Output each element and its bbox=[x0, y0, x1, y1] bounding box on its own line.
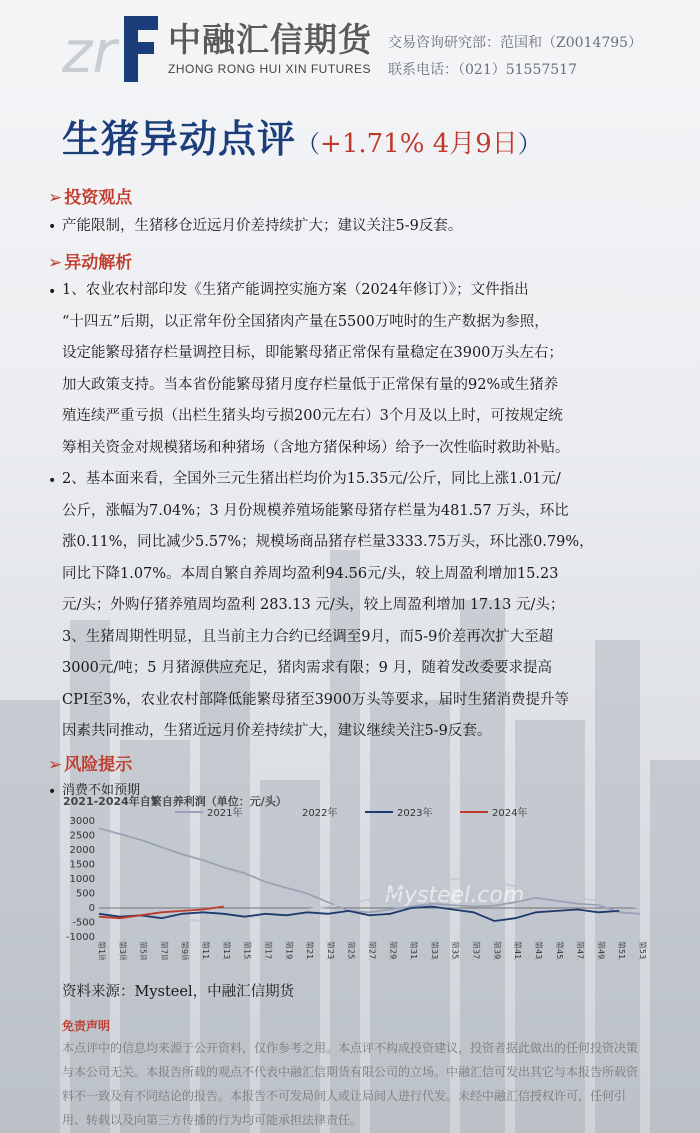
section-analysis-heading bbox=[48, 248, 132, 273]
disclaimer-title: 免责声明 bbox=[62, 1019, 111, 1033]
x-tick-label: 第13周 bbox=[221, 941, 231, 960]
x-tick-label: 第1周 bbox=[97, 941, 106, 960]
analysis-p2-line: CPI至3%，农业农村部降低能繁母猪至3900万头等要求，届时生猪消费提升等 bbox=[62, 691, 569, 708]
analysis-p2-line: 3000元/吨；5 月猪源供应充足，猪肉需求有限；9 月，随着发改委要求提高 bbox=[62, 660, 552, 676]
bullet-dot: • bbox=[48, 784, 57, 800]
x-tick-label: 第23周 bbox=[325, 941, 335, 960]
svg-text:zr: zr bbox=[62, 18, 117, 82]
x-tick-label: 第29周 bbox=[388, 941, 398, 960]
x-tick-label: 第51周 bbox=[617, 941, 627, 960]
x-tick-label: 第27周 bbox=[367, 941, 377, 960]
analysis-p2-line: 同比下降1.07%。本周自繁自养周均盈利94.56元/头，较上周盈利增加15.23 bbox=[62, 565, 559, 582]
chevron-right-icon: ➢ bbox=[48, 755, 63, 775]
title-paren-close: ） bbox=[517, 130, 542, 158]
chart-title: 2021-2024年自繁自养利润（单位：元/头） bbox=[63, 795, 287, 808]
contact-line-1: 交易咨询研究部：范国和（Z0014795） bbox=[388, 35, 643, 51]
legend-label: 2023年 bbox=[397, 808, 433, 819]
contact-info bbox=[388, 30, 642, 84]
x-tick-label: 第11周 bbox=[201, 941, 211, 960]
x-tick-label: 第31周 bbox=[409, 941, 419, 960]
series-line-2021年 bbox=[99, 828, 640, 914]
chart-svg bbox=[55, 795, 655, 960]
x-tick-label: 第35周 bbox=[450, 941, 460, 960]
y-tick-label: 3000 bbox=[69, 816, 95, 827]
y-tick-label: 1500 bbox=[69, 859, 95, 871]
section-analysis-title: 异动解析 bbox=[64, 253, 133, 273]
y-tick-label: 2000 bbox=[69, 845, 95, 856]
section-risk-title: 风险提示 bbox=[64, 755, 133, 775]
bullet-dot: • bbox=[48, 219, 57, 235]
x-tick-label: 第39周 bbox=[492, 941, 502, 960]
x-tick-label: 第37周 bbox=[471, 941, 481, 960]
legend-label: 2021年 bbox=[207, 808, 243, 819]
x-tick-label: 第19周 bbox=[284, 941, 294, 960]
bullet-dot: • bbox=[48, 284, 57, 300]
x-tick-label: 第21周 bbox=[305, 941, 315, 960]
company-name-en: ZHONG RONG HUI XIN FUTURES bbox=[168, 62, 372, 76]
section-view-heading bbox=[48, 183, 132, 208]
title-commodity: 生猪 bbox=[62, 116, 141, 161]
data-source: 资料来源：Mysteel，中融汇信期货 bbox=[62, 984, 295, 1000]
y-tick-label: 2500 bbox=[69, 830, 95, 842]
x-tick-label: 第53周 bbox=[638, 941, 647, 960]
report-title bbox=[62, 108, 542, 163]
chart-watermark: Mysteel.com bbox=[385, 883, 525, 909]
title-change: +1.71% bbox=[320, 129, 425, 159]
analysis-p2-line: 公斤，涨幅为7.04%；3 月份规模养殖场能繁母猪存栏量为481.57 万头，环比 bbox=[62, 502, 569, 519]
title-topic: 异动点评 bbox=[140, 116, 297, 161]
y-tick-label: 0 bbox=[88, 903, 95, 914]
section-risk-heading bbox=[48, 750, 132, 775]
y-tick-label: 500 bbox=[75, 888, 95, 900]
analysis-p1-line: 殖连续严重亏损（出栏生猪头均亏损200元左右）3个月及以上时，可按规定统 bbox=[62, 408, 563, 424]
bullet-dot: • bbox=[48, 473, 57, 489]
legend-label: 2022年 bbox=[302, 808, 338, 819]
title-paren-open: （ bbox=[296, 130, 321, 158]
contact-line-2: 联系电话：（021）51557517 bbox=[388, 62, 577, 78]
x-tick-label: 第9周 bbox=[180, 941, 190, 960]
analysis-p2-line: 涨0.11%，同比减少5.57%；规模场商品猪存栏量3333.75万头，环比涨0.79%， bbox=[62, 534, 594, 550]
company-name-cn: 中融汇信期货 bbox=[168, 20, 372, 59]
view-text: 产能限制，生猪移仓近远月价差持续扩大；建议关注5-9反套。 bbox=[62, 218, 463, 234]
analysis-p1-line: 筹相关资金对规模猪场和种猪场（含地方猪保种场）给予一次性临时救助补贴。 bbox=[62, 439, 570, 456]
header bbox=[0, 0, 700, 100]
chevron-right-icon: ➢ bbox=[48, 188, 63, 208]
analysis-p2-line: 3、生猪周期性明显，且当前主力合约已经调至9月，而5-9价差再次扩大至超 bbox=[62, 628, 554, 645]
x-tick-label: 第33周 bbox=[429, 941, 439, 960]
x-tick-label: 第17周 bbox=[263, 941, 273, 960]
company-logo bbox=[62, 12, 162, 82]
x-tick-label: 第43周 bbox=[533, 941, 543, 960]
x-tick-label: 第47周 bbox=[575, 941, 585, 960]
analysis-p2-line: 2、基本面来看，全国外三元生猪出栏均价为15.35元/公斤，同比上涨1.01元/ bbox=[62, 471, 561, 487]
x-tick-label: 第5周 bbox=[138, 941, 148, 960]
title-date: 4月9日 bbox=[424, 129, 518, 159]
y-tick-label: -500 bbox=[72, 917, 95, 929]
y-tick-label: 1000 bbox=[69, 874, 95, 885]
x-tick-label: 第45周 bbox=[554, 941, 564, 960]
analysis-p2-line: 因素共同推动，生猪近远月价差持续扩大，建议继续关注5-9反套。 bbox=[62, 723, 492, 739]
x-tick-label: 第49周 bbox=[596, 941, 606, 960]
risk-text: 消费不如预期 bbox=[62, 783, 141, 798]
analysis-p1-line: “十四五”后期，以正常年份全国猪肉产量在5500万吨时的生产数据为参照， bbox=[62, 313, 549, 330]
chevron-right-icon: ➢ bbox=[48, 253, 63, 273]
y-tick-label: -1000 bbox=[65, 932, 95, 943]
disclaimer-text: 本点评中的信息均来源于公开资料，仅作参考之用。本点评不构成投资建议，投资者据此做出的任何投资决策与本公司无关。本报告所载的观点不代表中融汇信期货有限公司的立场。中融汇信可发出其它与本报告所载资料不一致及有不同结论的报告。本报告不可发局间人或让局间人进行代发。未经中融汇信授权许可，任何引用、转载以及向第三方传播的行为均可能承担法律责任。 bbox=[62, 1041, 639, 1127]
analysis-p1-line: 设定能繁母猪存栏量调控目标，即能繁母猪正常保有量稳定在3900万头左右； bbox=[62, 345, 563, 361]
analysis-paragraph-2 bbox=[62, 464, 594, 748]
profit-chart bbox=[55, 795, 655, 960]
analysis-p2-line: 元/头；外购仔猪养殖周均盈利 283.13 元/头，较上周盈利增加 17.13 元/头； bbox=[62, 597, 565, 613]
x-tick-label: 第7周 bbox=[159, 941, 169, 960]
x-tick-label: 第3周 bbox=[117, 941, 127, 960]
x-tick-label: 第15周 bbox=[242, 941, 252, 960]
analysis-paragraph-1 bbox=[62, 275, 570, 464]
analysis-p1-line: 1、农业农村部印发《生猪产能调控实施方案（2024年修订）》；文件指出 bbox=[62, 282, 529, 298]
x-tick-label: 第25周 bbox=[346, 941, 356, 960]
legend-label: 2024年 bbox=[492, 808, 528, 819]
section-view-title: 投资观点 bbox=[64, 188, 133, 208]
analysis-p1-line: 加大政策支持。当本省份能繁母猪月度存栏量低于正常保有量的92%或生猪养 bbox=[62, 376, 559, 393]
x-tick-label: 第41周 bbox=[513, 941, 523, 960]
